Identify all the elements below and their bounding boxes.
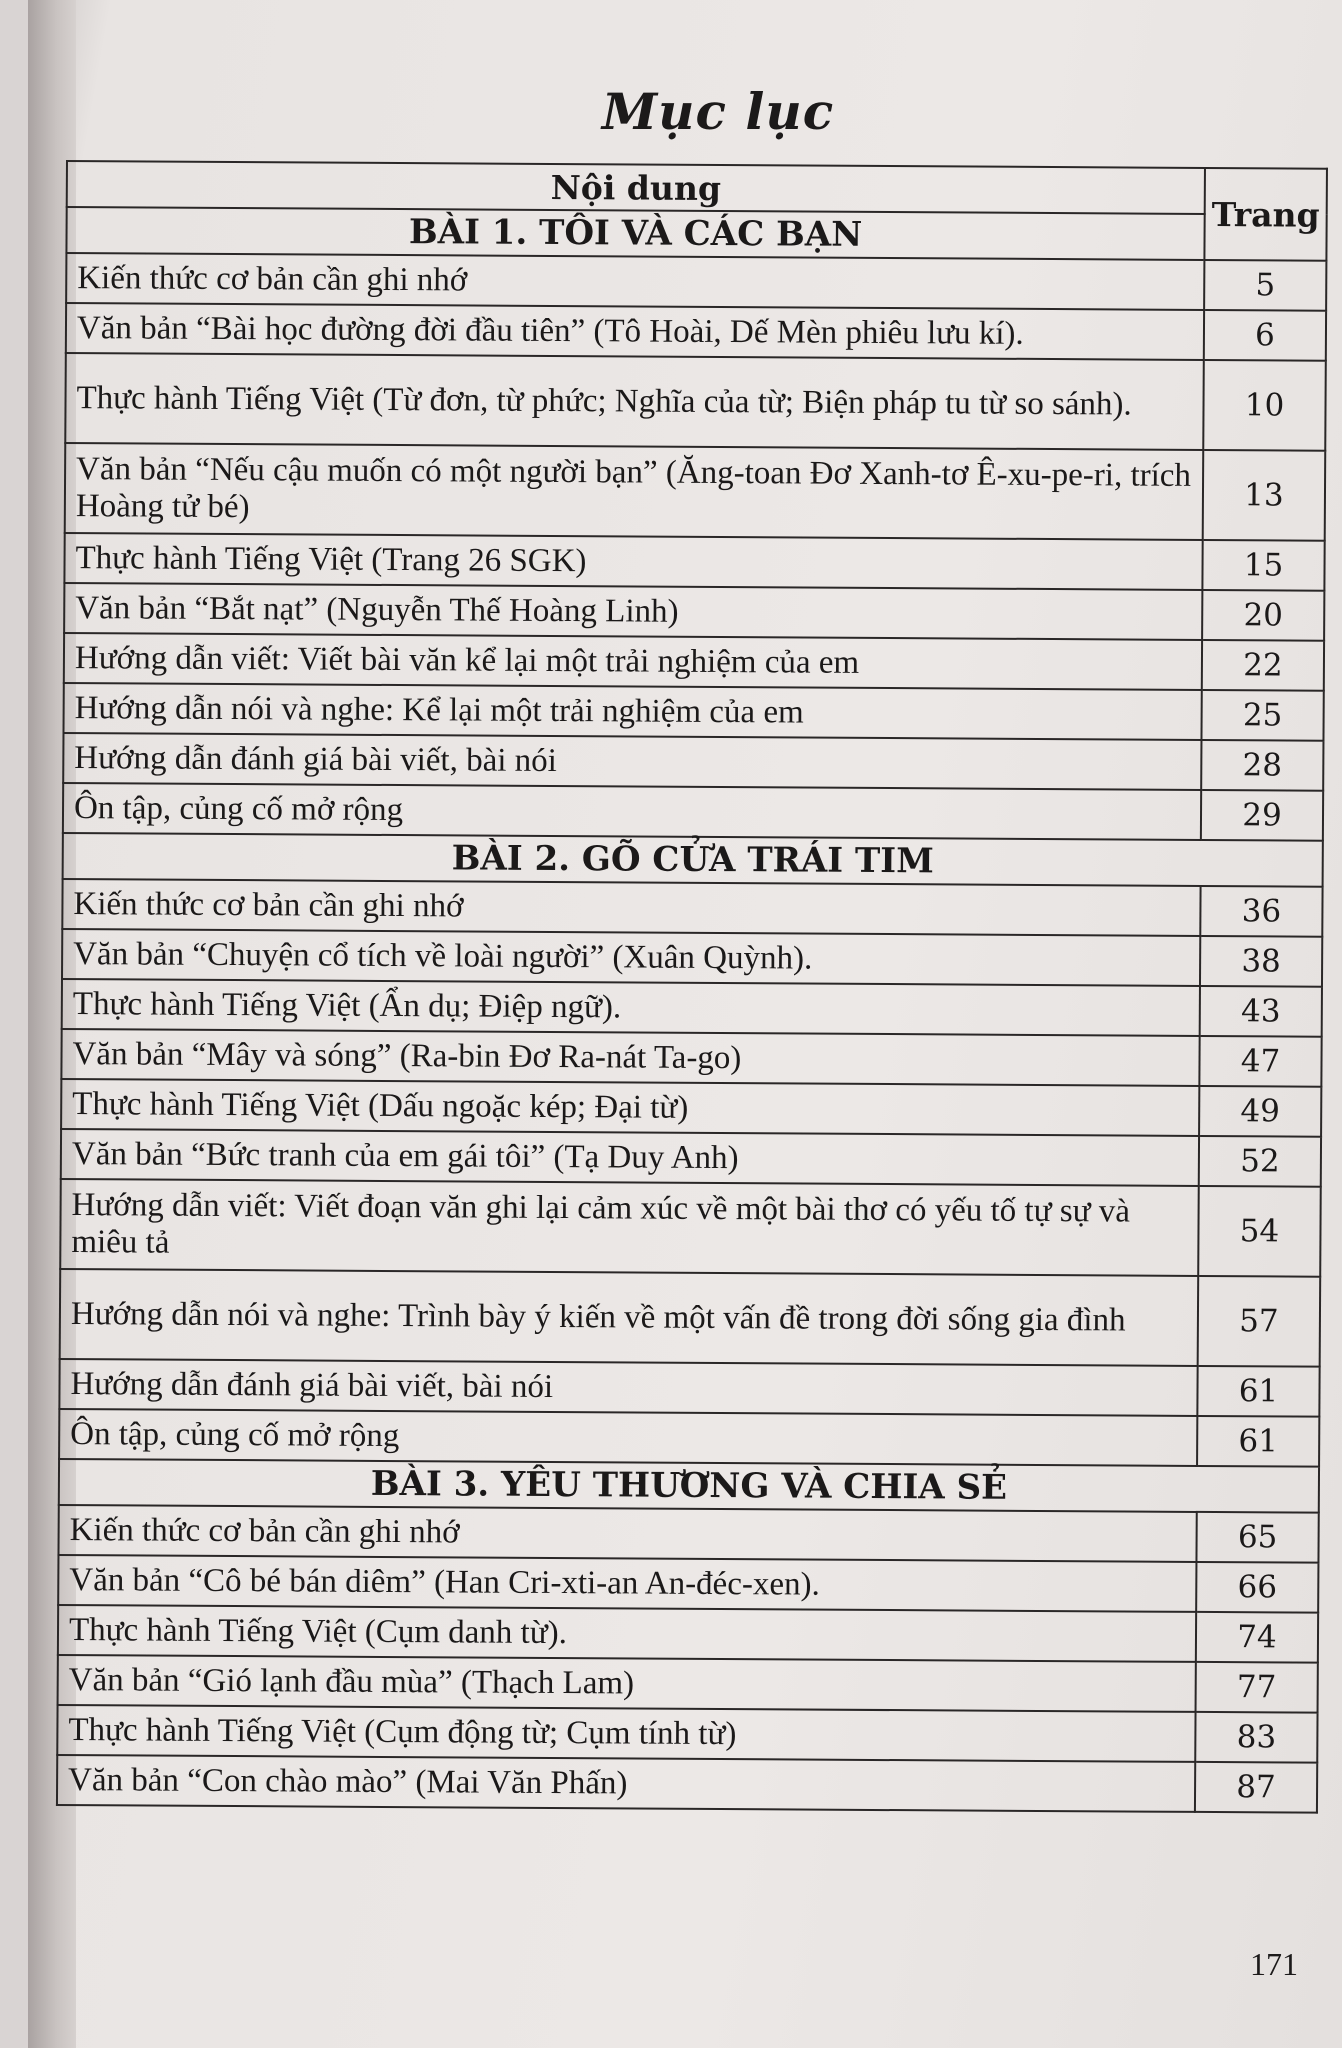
toc-row <box>65 353 1326 451</box>
toc-row <box>57 1705 1317 1763</box>
toc-page: 13 <box>1203 450 1326 541</box>
toc-page: 83 <box>1195 1712 1317 1763</box>
toc-page: 22 <box>1202 640 1324 691</box>
section-heading: BÀI 2. GÕ CỬA TRÁI TIM <box>63 833 1323 887</box>
toc-page: 52 <box>1199 1136 1321 1187</box>
toc-row <box>61 1129 1321 1187</box>
toc-item: Ôn tập, củng cố mở rộng <box>59 1409 1197 1466</box>
toc-page: 61 <box>1197 1416 1319 1467</box>
toc-page: 15 <box>1202 540 1324 591</box>
toc-row <box>59 1359 1319 1417</box>
toc-page: 43 <box>1200 986 1322 1037</box>
toc-row <box>62 879 1322 937</box>
toc-page: 57 <box>1198 1276 1321 1367</box>
toc-item: Thực hành Tiếng Việt (Từ đơn, từ phức; Nghĩa của từ; Biện pháp tu từ so sánh). <box>65 353 1204 450</box>
toc-row <box>57 1755 1317 1813</box>
table-of-contents <box>56 160 1328 1814</box>
toc-item: Văn bản “Chuyện cổ tích về loài người” (Xuân Quỳnh). <box>62 929 1200 986</box>
toc-row <box>61 1029 1321 1087</box>
toc-item: Thực hành Tiếng Việt (Cụm động từ; Cụm tính từ) <box>57 1705 1195 1762</box>
toc-page: 66 <box>1196 1562 1318 1613</box>
header-content: Nội dung <box>67 161 1205 214</box>
toc-page: 36 <box>1200 886 1322 937</box>
toc-page: 77 <box>1196 1662 1318 1713</box>
toc-header-row <box>67 161 1327 215</box>
toc-item: Thực hành Tiếng Việt (Cụm danh từ). <box>58 1605 1196 1662</box>
page-number: 171 <box>1250 1946 1298 1982</box>
toc-page: 38 <box>1200 936 1322 987</box>
toc-page: 5 <box>1204 260 1326 311</box>
toc-item: Văn bản “Bức tranh của em gái tôi” (Tạ Duy Anh) <box>61 1129 1199 1186</box>
toc-item: Hướng dẫn nói và nghe: Trình bày ý kiến về một vấn đề trong đời sống gia đình <box>60 1269 1199 1366</box>
toc-item: Ôn tập, củng cố mở rộng <box>63 783 1201 840</box>
section-heading: BÀI 3. YÊU THƯƠNG VÀ CHIA SẺ <box>59 1459 1319 1513</box>
toc-row <box>66 253 1326 311</box>
toc-item: Hướng dẫn viết: Viết bài văn kể lại một trải nghiệm của em <box>64 633 1202 690</box>
section-row <box>63 833 1323 887</box>
toc-page: 65 <box>1196 1512 1318 1563</box>
toc-item: Kiến thức cơ bản cần ghi nhớ <box>62 879 1200 936</box>
toc-row <box>64 533 1324 591</box>
toc-row <box>63 733 1323 791</box>
toc-page: 61 <box>1197 1366 1319 1417</box>
book-page <box>28 0 1342 2048</box>
toc-item: Kiến thức cơ bản cần ghi nhớ <box>66 253 1204 310</box>
toc-row <box>62 929 1322 987</box>
toc-row <box>58 1555 1318 1613</box>
toc-page: 74 <box>1196 1612 1318 1663</box>
toc-page: 25 <box>1201 690 1323 741</box>
toc-item: Văn bản “Mây và sóng” (Ra-bin Đơ Ra-nát Ta-go) <box>61 1029 1199 1086</box>
toc-page: 87 <box>1195 1762 1317 1813</box>
toc-row <box>60 1179 1321 1277</box>
toc-table <box>56 160 1328 1814</box>
toc-row <box>58 1655 1318 1713</box>
toc-item: Hướng dẫn đánh giá bài viết, bài nói <box>63 733 1201 790</box>
toc-page: 29 <box>1201 790 1323 841</box>
toc-row <box>65 443 1326 541</box>
toc-page: 54 <box>1198 1186 1321 1277</box>
toc-row <box>60 1269 1321 1367</box>
header-page: Trang <box>1204 168 1327 261</box>
toc-item: Văn bản “Cô bé bán diêm” (Han Cri-xti-an An-đéc-xen). <box>58 1555 1196 1612</box>
toc-page: 10 <box>1203 360 1326 451</box>
toc-item: Thực hành Tiếng Việt (Trang 26 SGK) <box>64 533 1202 590</box>
toc-item: Kiến thức cơ bản cần ghi nhớ <box>58 1505 1196 1562</box>
toc-item: Văn bản “Bài học đường đời đầu tiên” (Tô Hoài, Dế Mèn phiêu lưu kí). <box>66 303 1204 360</box>
toc-item: Hướng dẫn đánh giá bài viết, bài nói <box>59 1359 1197 1416</box>
toc-row <box>62 979 1322 1037</box>
toc-page: 20 <box>1202 590 1324 641</box>
toc-row <box>64 583 1324 641</box>
section-row <box>59 1459 1319 1513</box>
toc-item: Văn bản “Bắt nạt” (Nguyễn Thế Hoàng Linh) <box>64 583 1202 640</box>
toc-row <box>58 1605 1318 1663</box>
toc-item: Văn bản “Nếu cậu muốn có một người bạn” (Ăng-toan Đơ Xanh-tơ Ê-xu-pe-ri, trích Hoàng tử bé) <box>65 443 1204 540</box>
toc-item: Văn bản “Gió lạnh đầu mùa” (Thạch Lam) <box>58 1655 1196 1712</box>
toc-page: 47 <box>1199 1036 1321 1087</box>
toc-item: Thực hành Tiếng Việt (Ẩn dụ; Điệp ngữ). <box>62 979 1200 1036</box>
toc-row <box>58 1505 1318 1563</box>
page-title: Mục lục <box>601 82 835 141</box>
toc-row <box>66 303 1326 361</box>
toc-row <box>61 1079 1321 1137</box>
section-heading: BÀI 1. TÔI VÀ CÁC BẠN <box>66 207 1204 260</box>
toc-row <box>63 683 1323 741</box>
toc-row <box>64 633 1324 691</box>
toc-page: 6 <box>1204 310 1326 361</box>
toc-page: 28 <box>1201 740 1323 791</box>
toc-page: 49 <box>1199 1086 1321 1137</box>
section-row <box>66 207 1326 261</box>
toc-item: Thực hành Tiếng Việt (Dấu ngoặc kép; Đại từ) <box>61 1079 1199 1136</box>
toc-row <box>63 783 1323 841</box>
toc-item: Hướng dẫn nói và nghe: Kể lại một trải nghiệm của em <box>63 683 1201 740</box>
toc-row <box>59 1409 1319 1467</box>
toc-item: Văn bản “Con chào mào” (Mai Văn Phấn) <box>57 1755 1195 1812</box>
toc-item: Hướng dẫn viết: Viết đoạn văn ghi lại cảm xúc về một bài thơ có yếu tố tự sự và miêu tả <box>60 1179 1199 1276</box>
